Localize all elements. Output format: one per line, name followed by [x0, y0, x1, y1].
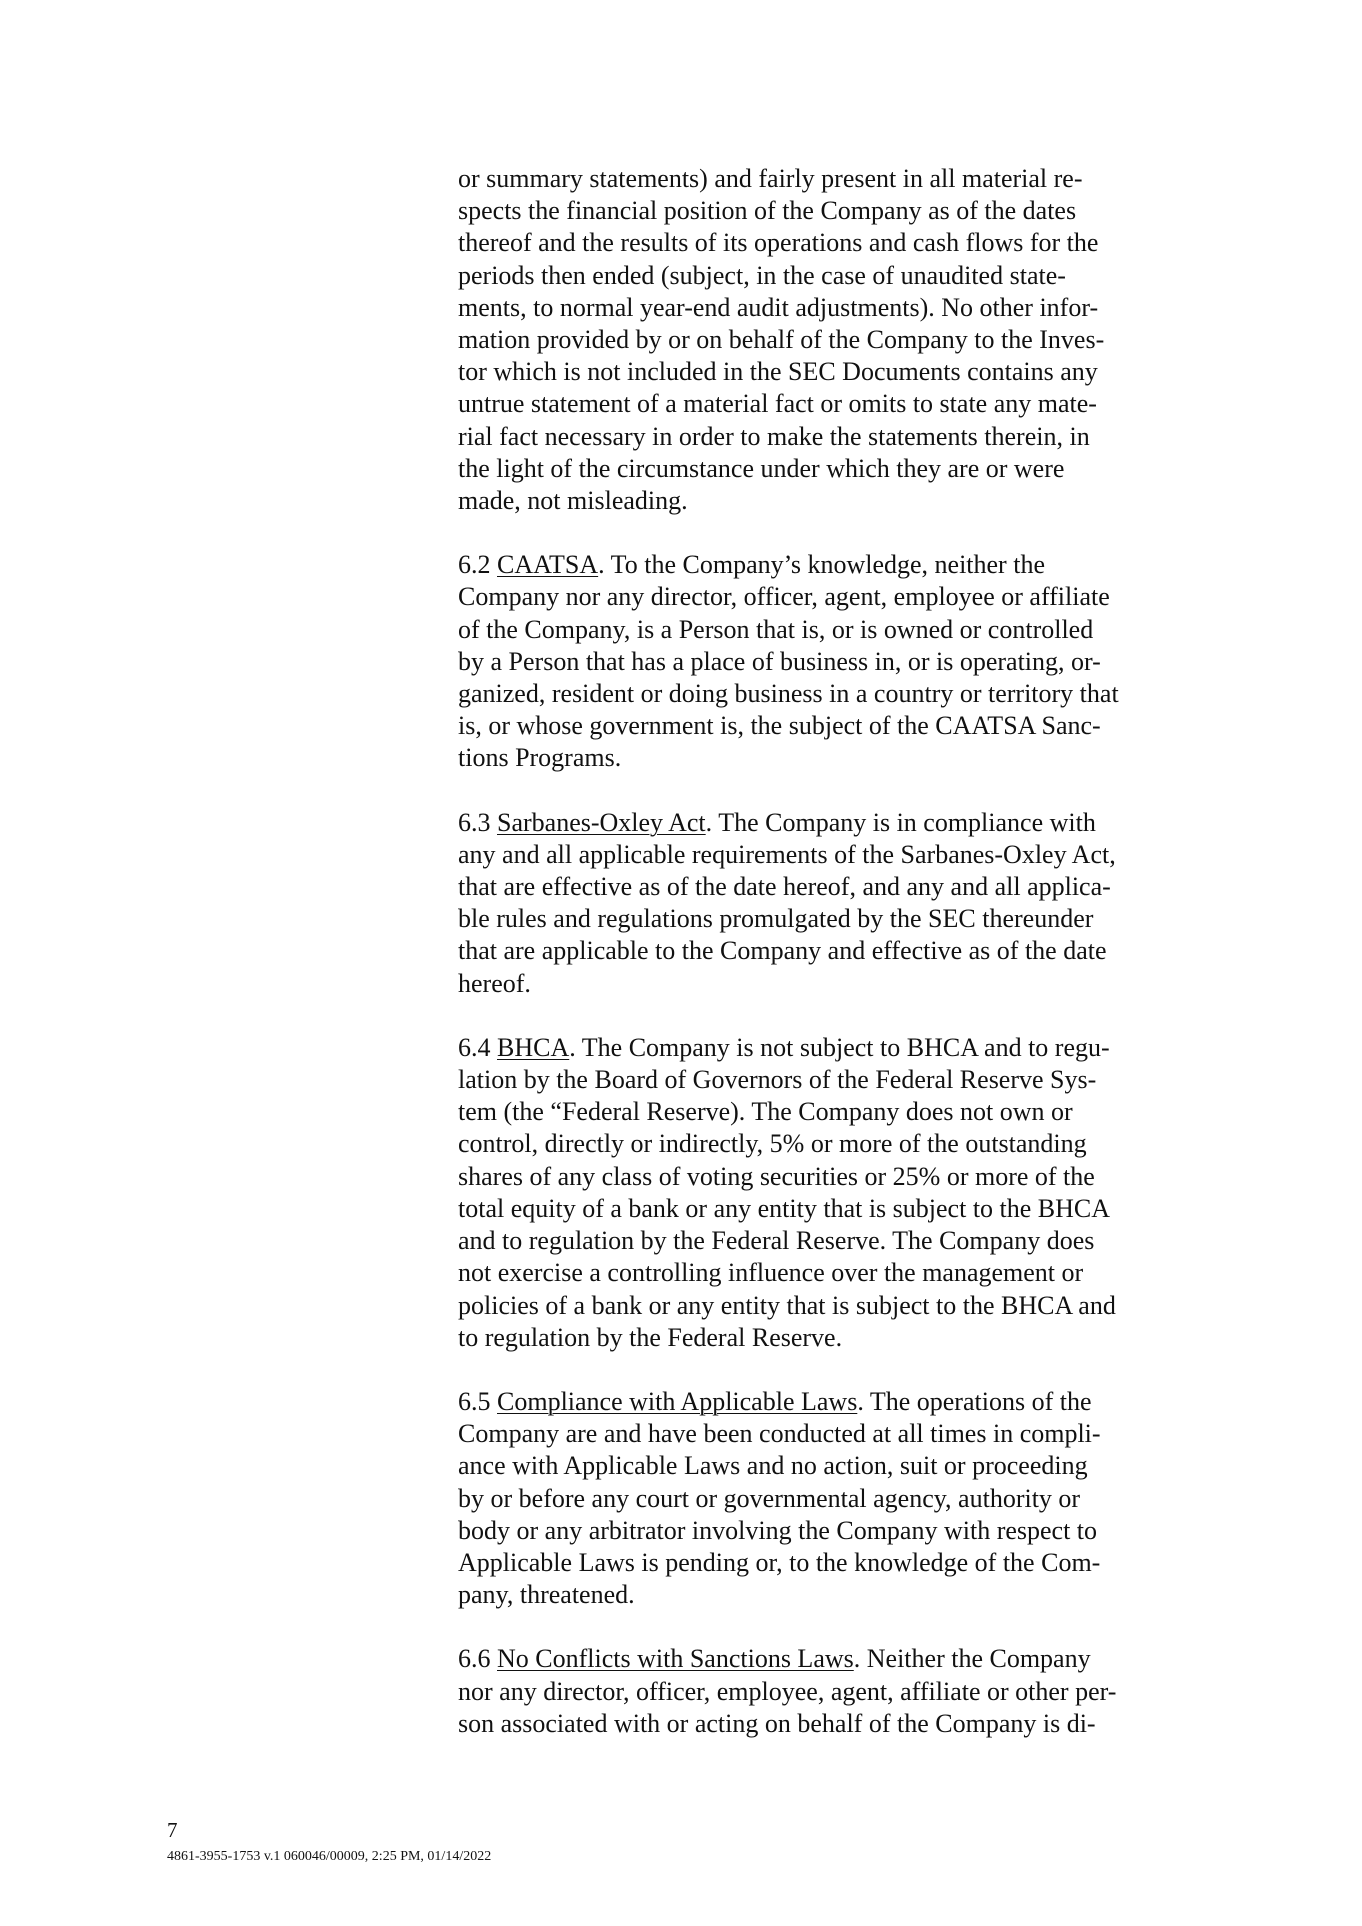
text-line: the light of the circumstance under which they are or were [458, 453, 1065, 483]
text-line: or summary statements) and fairly present in all material re- [458, 164, 1083, 193]
text-line: tor which is not included in the SEC Documents contains any [458, 357, 1098, 387]
document-id-footer: 4861-3955-1753 v.1 060046/00009, 2:25 PM, 01/14/2022 [167, 1849, 492, 1864]
text-line: ble rules and regulations promulgated by the SEC thereunder [458, 904, 1094, 934]
text-line: rial fact necessary in order to make the statements therein, in [458, 421, 1090, 451]
text-line: body or any arbitrator involving the Company with respect to [458, 1515, 1098, 1545]
section-heading: No Conflicts with Sanctions Laws [497, 1644, 854, 1674]
section-first-line-text: . The Company is in compliance with [705, 807, 1096, 837]
section-first-line [458, 1032, 1170, 1064]
section-6-4-bhca [458, 1032, 1170, 1354]
section-first-line [458, 549, 1170, 581]
text-line: hereof. [458, 968, 531, 998]
section-6-5-compliance [458, 1386, 1170, 1611]
text-line: ments, to normal year-end audit adjustments). No other infor- [458, 292, 1099, 322]
section-first-line-text: . Neither the Company [853, 1644, 1091, 1674]
text-line: untrue statement of a material fact or omits to state any mate- [458, 389, 1097, 419]
text-line: nor any director, officer, employee, agent, affiliate or other per- [458, 1676, 1117, 1706]
text-line: that are effective as of the date hereof, and any and all applica- [458, 872, 1111, 902]
section-number: 6.5 [458, 1386, 491, 1416]
text-line: to regulation by the Federal Reserve. [458, 1322, 843, 1352]
section-heading: Compliance with Applicable Laws [497, 1386, 858, 1416]
page-number: 7 [167, 1818, 178, 1842]
text-line: pany, threatened. [458, 1580, 635, 1610]
text-line: Company are and have been conducted at all times in compli- [458, 1419, 1101, 1449]
section-6-2-caatsa [458, 549, 1170, 774]
text-line: is, or whose government is, the subject of the CAATSA Sanc- [458, 711, 1101, 741]
document-body [458, 163, 1170, 1772]
text-line: total equity of a bank or any entity that is subject to the BHCA [458, 1193, 1111, 1223]
section-heading: CAATSA [497, 550, 599, 580]
section-6-3-sarbanes-oxley [458, 807, 1170, 1000]
text-line: made, not misleading. [458, 486, 688, 516]
text-line: by a Person that has a place of business in, or is operating, or- [458, 646, 1101, 676]
section-6-6-sanctions [458, 1643, 1170, 1740]
text-line: Company nor any director, officer, agent, employee or affiliate [458, 582, 1110, 612]
text-line: that are applicable to the Company and effective as of the date [458, 936, 1107, 966]
text-line: of the Company, is a Person that is, or is owned or controlled [458, 614, 1094, 644]
text-line: Applicable Laws is pending or, to the knowledge of the Com- [458, 1547, 1101, 1577]
text-line: spects the financial position of the Company as of the dates [458, 196, 1077, 226]
section-number: 6.6 [458, 1644, 491, 1674]
text-line: ance with Applicable Laws and no action, suit or proceeding [458, 1451, 1088, 1481]
section-first-line [458, 807, 1170, 839]
section-number: 6.3 [458, 807, 491, 837]
text-line: control, directly or indirectly, 5% or more of the outstanding [458, 1129, 1087, 1159]
section-first-line-text: . The Company is not subject to BHCA and to regu- [569, 1032, 1110, 1062]
section-first-line [458, 1643, 1170, 1675]
section-number: 6.4 [458, 1032, 491, 1062]
section-heading: BHCA [497, 1032, 570, 1062]
section-number: 6.2 [458, 550, 491, 580]
text-line: ganized, resident or doing business in a country or territory that [458, 679, 1119, 709]
paragraph-continuation [458, 163, 1170, 517]
text-line: son associated with or acting on behalf of the Company is di- [458, 1708, 1096, 1738]
text-line: and to regulation by the Federal Reserve. The Company does [458, 1226, 1095, 1256]
text-line: mation provided by or on behalf of the Company to the Inves- [458, 325, 1105, 355]
section-heading: Sarbanes-Oxley Act [497, 807, 706, 837]
section-first-line-text: . To the Company’s knowledge, neither the [598, 550, 1045, 580]
text-line: policies of a bank or any entity that is subject to the BHCA and [458, 1290, 1116, 1320]
text-line: thereof and the results of its operations and cash flows for the [458, 228, 1099, 258]
text-line: not exercise a controlling influence over the management or [458, 1258, 1084, 1288]
text-line: by or before any court or governmental agency, authority or [458, 1483, 1081, 1513]
text-line: tions Programs. [458, 743, 622, 773]
text-line: any and all applicable requirements of the Sarbanes-Oxley Act, [458, 839, 1116, 869]
text-line: shares of any class of voting securities or 25% or more of the [458, 1161, 1095, 1191]
text-line: periods then ended (subject, in the case of unaudited state- [458, 260, 1066, 290]
section-first-line [458, 1386, 1170, 1418]
section-first-line-text: . The operations of the [857, 1386, 1092, 1416]
text-line: tem (the “Federal Reserve). The Company does not own or [458, 1097, 1073, 1127]
text-line: lation by the Board of Governors of the Federal Reserve Sys- [458, 1065, 1097, 1095]
